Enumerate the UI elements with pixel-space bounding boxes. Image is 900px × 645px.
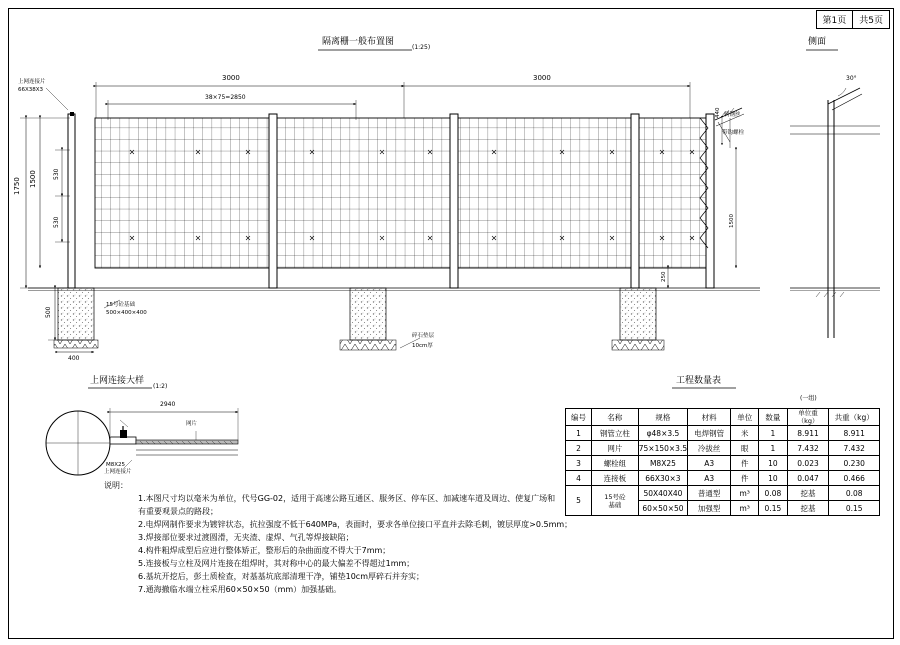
label-gravel-thickness: 10cm厚 (412, 343, 433, 349)
dim-left-530-a: 530 (53, 168, 60, 180)
note-item: 5.连接板与立柱及网片连接在组焊时，其对称中心的最大偏差不得超过1mm； (138, 559, 415, 568)
cell-spec: 60×50×50 (638, 501, 687, 516)
note-item: 2.电焊网制作要求为镀锌状态，抗拉强度不低于640MPa，表面时，要求各单位接口平直并去除毛刺，镀层厚度>0.5mm； (138, 520, 573, 529)
note-item: 4.构件粗焊成型后应进行整体矫正，整形后的杂曲面度不得大于7mm； (138, 546, 391, 555)
label-barbed-wire: 刺钢丝 (724, 112, 741, 118)
detail-scale: (1:2) (153, 383, 168, 390)
cell-qty: 10 (759, 456, 787, 471)
th-unit-weight: 单位重 （kg） (787, 409, 829, 426)
dim-top-left: 3000 (222, 74, 240, 82)
cell-qty: 0.15 (759, 501, 787, 516)
cell-spec: 50X40X40 (638, 486, 687, 501)
dim-base-height: 500 (45, 306, 52, 318)
cell-qty: 10 (759, 471, 787, 486)
quantity-table (565, 408, 880, 516)
cell-material: 加强型 (688, 501, 731, 516)
cell-unit: m³ (731, 486, 759, 501)
notes-block (104, 481, 573, 596)
main-view-title: 隔离栅一般布置图 (322, 37, 395, 47)
cell-qty: 1 (759, 426, 787, 441)
cell-unit: 件 (731, 471, 759, 486)
dim-base-width: 400 (68, 355, 80, 362)
cell-unit-weight: 挖基 (787, 501, 829, 516)
page-total: 共5页 (852, 11, 889, 28)
note-item: 1.本图尺寸均以毫米为单位，代号GG-02，适用于高速公路互通区、服务区、停车区、加减速车道及周边、使复广场和 (138, 494, 556, 503)
table-row (566, 456, 880, 471)
detail-bolt-label: M8X25 (106, 462, 126, 468)
cell-no: 3 (566, 456, 592, 471)
th-no: 编号 (566, 409, 592, 426)
th-total-weight: 共重（kg） (829, 409, 880, 426)
cell-total-weight: 0.15 (829, 501, 880, 516)
qty-table-unit-note: (一组) (800, 395, 817, 402)
cell-qty: 0.08 (759, 486, 787, 501)
cell-no: 1 (566, 426, 592, 441)
cell-spec: φ48×3.5 (638, 426, 687, 441)
cell-spec: M8X25 (638, 456, 687, 471)
cell-unit-weight: 0.023 (787, 456, 829, 471)
detail-mesh-label: 网片 (186, 421, 198, 427)
th-unit: 单位 (731, 409, 759, 426)
cell-no: 5 (566, 486, 592, 516)
table-row (566, 441, 880, 456)
cell-material: 电焊钢管 (688, 426, 731, 441)
dim-right-250: 250 (661, 271, 667, 282)
notes-title: 说明： (104, 481, 128, 490)
cell-spec: 66X30×3 (638, 471, 687, 486)
dim-top-right: 3000 (533, 74, 551, 82)
cell-name: 网片 (591, 441, 638, 456)
table-row (566, 471, 880, 486)
note-item: 有重要观景点的路段； (138, 507, 218, 516)
label-hook-bolt: 带钩螺栓 (722, 130, 745, 136)
page-current: 第1页 (822, 16, 847, 26)
side-view-title: 侧面 (808, 37, 827, 47)
cell-name: 连接板 (591, 471, 638, 486)
cell-unit: 件 (731, 456, 759, 471)
label-foundation: 15号砼基础 (106, 302, 135, 308)
th-material: 材料 (688, 409, 731, 426)
dim-right-440: 440 (715, 107, 721, 118)
cell-name: 螺栓组 (591, 456, 638, 471)
dim-left-1500: 1500 (29, 170, 37, 188)
detail-plate-label: 上网连接片 (104, 469, 132, 475)
dim-left-total: 1750 (13, 177, 21, 195)
cell-unit: m³ (731, 501, 759, 516)
dim-left-530-b: 530 (53, 216, 60, 228)
table-header-row (566, 409, 880, 426)
cell-spec: 75×150×3.5 (638, 441, 687, 456)
cell-name: 15号砼 基础 (591, 486, 638, 516)
note-item: 3.焊接部位要求过渡圆滑，无夹渣、虚焊、气孔等焊接缺陷； (138, 533, 354, 542)
dim-mesh-span: 38×75=2850 (205, 94, 246, 101)
label-top-plate-spec: 66X38X3 (18, 87, 44, 93)
dim-right-mesh: 1500 (729, 214, 735, 228)
th-spec: 规格 (638, 409, 687, 426)
cell-material: 普通型 (688, 486, 731, 501)
cell-total-weight: 7.432 (829, 441, 880, 456)
label-top-plate: 上网连接片 (18, 79, 46, 85)
cell-total-weight: 8.911 (829, 426, 880, 441)
cell-unit: 米 (731, 426, 759, 441)
cell-qty: 1 (759, 441, 787, 456)
cell-no: 2 (566, 441, 592, 456)
detail-title: 上网连接大样 (90, 376, 145, 386)
cell-material: A3 (688, 471, 731, 486)
detail-dim-length: 2940 (160, 401, 176, 408)
cell-total-weight: 0.08 (829, 486, 880, 501)
cell-unit: 眼 (731, 441, 759, 456)
cell-no: 4 (566, 471, 592, 486)
th-qty: 数量 (759, 409, 787, 426)
note-item: 7.通海撤临水端立柱采用60×50×50（mm）加强基础。 (138, 585, 342, 594)
note-item: 6.基坑开挖后，彭土质检查，对基基坑底部清理干净，铺垫10cm厚碎石并夯实； (138, 572, 425, 581)
cell-material: A3 (688, 456, 731, 471)
cell-material: 冷拔丝 (688, 441, 731, 456)
cell-name: 钢管立柱 (591, 426, 638, 441)
cell-total-weight: 0.466 (829, 471, 880, 486)
label-gravel: 碎石垫层 (412, 333, 435, 339)
cell-total-weight: 0.230 (829, 456, 880, 471)
table-row (566, 426, 880, 441)
label-angle: 30° (846, 75, 857, 82)
cell-unit-weight: 7.432 (787, 441, 829, 456)
main-view-scale: (1:25) (412, 44, 431, 51)
cell-unit-weight: 0.047 (787, 471, 829, 486)
table-row (566, 486, 880, 501)
label-foundation-spec: 500×400×400 (106, 310, 147, 316)
cell-unit-weight: 8.911 (787, 426, 829, 441)
qty-table-title: 工程数量表 (676, 376, 722, 386)
th-name: 名称 (591, 409, 638, 426)
cell-unit-weight: 挖基 (787, 486, 829, 501)
